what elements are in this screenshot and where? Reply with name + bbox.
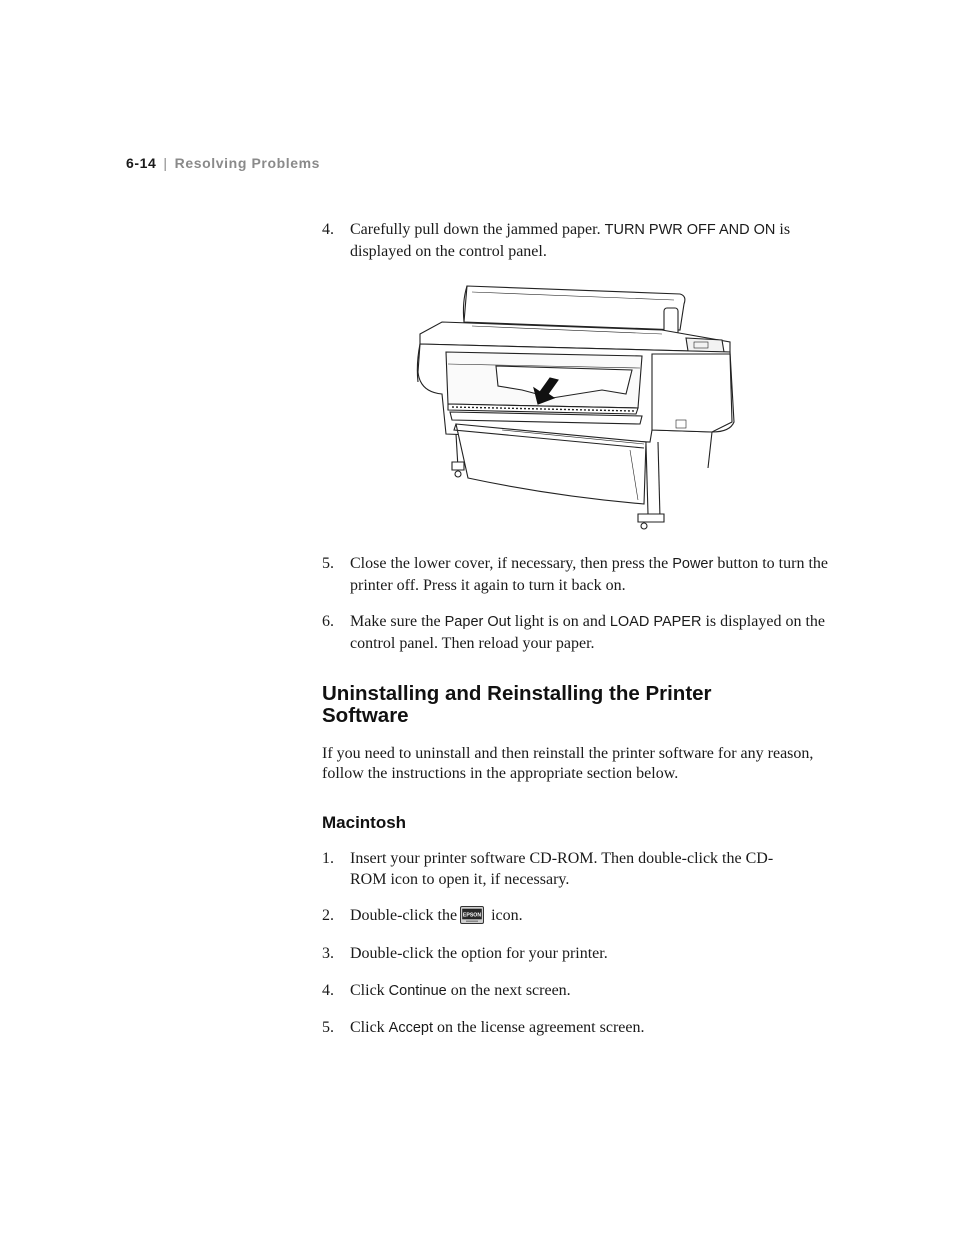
step-text: Click Continue on the next screen. — [350, 982, 571, 999]
section-title: Resolving Problems — [174, 155, 321, 171]
step-text: Click Accept on the license agreement screen. — [350, 1019, 645, 1036]
running-head-separator: | — [163, 155, 168, 171]
step-number: 1. — [322, 850, 334, 867]
mac-step-5 — [322, 1017, 828, 1039]
epson-icon-label: EPSON — [462, 912, 482, 919]
section-heading: Uninstalling and Reinstalling the Printer Software — [322, 682, 712, 727]
step-number: 4. — [322, 221, 334, 238]
step-number: 5. — [322, 1019, 334, 1036]
step-5-power — [322, 553, 828, 596]
running-head — [126, 155, 320, 171]
step-text: Carefully pull down the jammed paper. TURN PWR OFF AND ON is displayed on the control panel. — [350, 221, 791, 260]
mac-step-3 — [322, 943, 828, 964]
continue-button-label: Continue — [388, 983, 447, 999]
mac-step-1 — [322, 848, 828, 890]
mac-step-2 — [322, 905, 828, 926]
step-number: 5. — [322, 555, 334, 572]
control-panel-message: TURN PWR OFF AND ON — [604, 222, 776, 238]
step-text: Double-click the option for your printer. — [350, 945, 608, 962]
step-text: Insert your printer software CD-ROM. Then double-click the CD-ROM icon to open it, if necessary. — [350, 850, 774, 888]
step-number: 3. — [322, 945, 334, 962]
power-button-label: Power — [672, 556, 714, 572]
subsection-heading: Macintosh — [322, 813, 407, 832]
step-number: 6. — [322, 613, 334, 630]
page-number: 6-14 — [126, 155, 157, 171]
step-text: Double-click the EPSON icon. — [350, 907, 523, 924]
printer-paper-jam-illustration — [412, 282, 738, 532]
intro-paragraph: If you need to uninstall and then reinstall the printer software for any reason, follow the instructions in the appropriate section below. — [322, 745, 814, 782]
step-number: 4. — [322, 982, 334, 999]
mac-step-4 — [322, 980, 828, 1002]
accept-button-label: Accept — [388, 1020, 434, 1036]
step-6-reload — [322, 611, 828, 654]
epson-installer-icon — [460, 906, 484, 924]
paper-out-light-label: Paper Out — [444, 614, 511, 630]
step-4-jam — [322, 219, 828, 262]
control-panel-message: LOAD PAPER — [609, 614, 702, 630]
step-text: Close the lower cover, if necessary, then press the Power button to turn the printer off. Press it again to turn it back on. — [350, 555, 828, 594]
step-number: 2. — [322, 907, 334, 924]
step-text: Make sure the Paper Out light is on and LOAD PAPER is displayed on the control panel. Then reload your paper. — [350, 613, 825, 652]
